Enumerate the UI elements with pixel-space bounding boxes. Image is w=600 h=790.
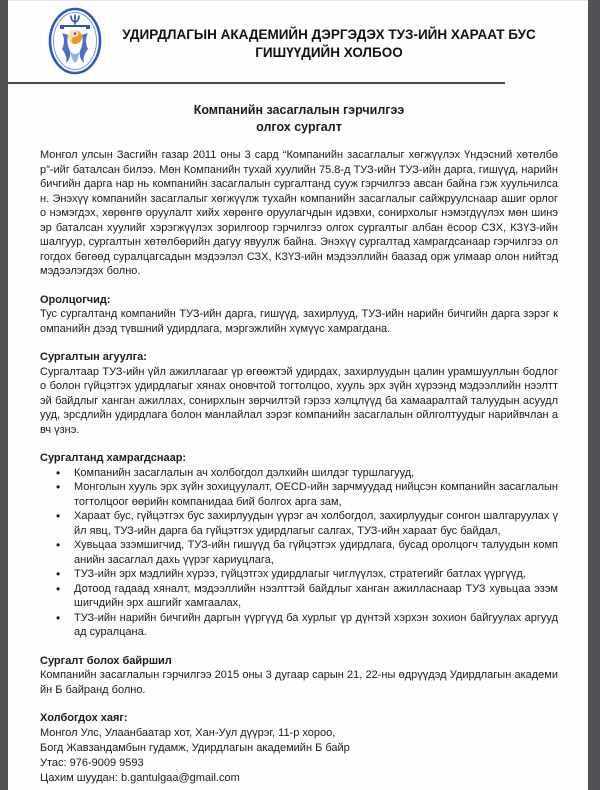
- document-page: [8, 0, 588, 790]
- benefit-item: • Компанийн засаглалын ач холбогдол дэлхийн шилдэг туршлагууд,: [40, 466, 558, 481]
- intro-paragraph: Монгол улсын Засгийн газар 2011 оны 3 сард “Компанийн засаглалыг хөгжүүлэх Үндэсний хөтөлбөр”-ийг баталсан билээ. Мөн Компанийн тухай хуулийн 75.8-д ТУЗ-ийн ТУЗ-ийн дарга, гишүүд, нарийн бичгийн дарга нар нь компанийн засаглалын сургалтанд сууж гэрчилгээ авсан байна гэж хуульчилсан. Энэхүү компанийн засаглалыг хөгжүүлж тухайн компанийн засаглалыг сайжруулснаар ашиг орлого нэмэгдэх, хөрөнгө оруулалт хийх хөрөнгө оруулагчдын идэвхи, сонирхолыг нэмэгдүүлэх мөн шинээр баталсан хуулийг хэрэгжүүлэх зорилгоор гэрчилгээ олгох сургалтыг албан ёсоор СЗХ, КЗҮЗ-ийн шалгуур, сургалтын хөтөлбөрийн дагуу явуулж байна. Энэхүү сургалтад хамрагдсанаар гэрчилгээ олгогдох бөгөөд суралцагсадын мэдээлэл СЗХ, КЗҮЗ-ийн мэдээллийн баазад орж улмаар олон нийтэд мэдээлэгдэх болно.: [40, 149, 558, 277]
- contact-address-line1: Монгол Улс, Улаанбаатар хот, Хан-Уул дүүрэг, 11-р хороо,: [40, 726, 336, 739]
- contact-address-line2: Богд Жавзандамбын гудамж, Удирдлагын академийн Б байр: [40, 741, 350, 754]
- letterhead: [8, 1, 588, 80]
- benefit-item: • ТУЗ-ийн нарийн бичгийн даргын үүргүүд ба хурлыг үр дүнтэй хэрхэн зохион байгуулах аргуудад суралцана.: [40, 611, 558, 640]
- benefits-list: [40, 466, 558, 640]
- benefit-item: • Дотоод гадаад хяналт, мэдээллийн нээлттэй байдлыг ханган ажилласнаар ТУЗ хувьцаа эзэмшигчдийн эрх ашгийг хамгаалах,: [40, 582, 558, 611]
- participants-paragraph: Тус сургалтанд компанийн ТУЗ-ийн дарга, гишүүд, захирлууд, ТУЗ-ийн нарийн бичгийн дарга зэрэг компанийн дээд түвшний удирдлага, мэргэжлийн хүмүүс хамрагдана.: [40, 308, 558, 335]
- benefit-item: • ТУЗ-ийн эрх мэдлийн хүрээ, гүйцэтгэх удирдлагыг чиглүүлэх, стратегийг батлах үүргүүд,: [40, 567, 558, 582]
- venue-paragraph: Компанийн засаглалын гэрчилгээ 2015 оны 3 дугаар сарын 21, 22-ны өдрүүдэд Удирдлагын академийн Б байранд болно.: [40, 669, 558, 696]
- document-title-line2: олгох сургалт: [256, 120, 342, 134]
- organization-logo: [48, 7, 106, 80]
- document-title-line1: Компанийн засаглалын гэрчилгээ: [193, 103, 405, 117]
- curriculum-heading: Сургалтын агуулга:: [40, 351, 147, 363]
- benefit-item: • Хараат бус, гүйцэтгэх бус захирлуудын үүрэг ач холбогдол, захирлуудыг сонгон шалгаруулах үйл явц, ТУЗ-ийн дарга ба гүйцэтгэх удирдлагыг салгах, ТУЗ-ийн хараат бус байдал,: [40, 509, 558, 538]
- participants-heading: Оролцогчид:: [40, 293, 111, 306]
- benefits-heading: Сургалтанд хамрагдснаар:: [40, 452, 187, 464]
- header-divider: [8, 82, 505, 84]
- document-title: [40, 102, 558, 136]
- benefit-item: • Хувьцаа эзэмшигчид, ТУЗ-ийн гишүүд ба гүйцэтгэх удирдлага, бусад оролцогч талуудын компанийн засаглал дахь үүрэг хариуцлага,: [40, 538, 558, 567]
- benefit-item: • Монголын хууль эрх зүйн зохицуулалт, OECD-ийн зарчмуудад нийцсэн компанийн засаглалын тогтолцоог өөрийн компанидаа бий болгох арга зам,: [40, 480, 558, 509]
- venue-heading: Сургалт болох байршил: [40, 654, 172, 667]
- organization-name: УДИРДЛАГЫН АКАДЕМИЙН ДЭРГЭДЭХ ТУЗ-ИЙН ХАРААТ БУС ГИШҮҮДИЙН ХОЛБОО: [122, 26, 536, 60]
- document-body: [8, 102, 588, 786]
- contact-email: Цахим шуудан: b.gantulgaa@gmail.com: [40, 771, 240, 784]
- contact-phone: Утас: 976-9009 9593: [40, 756, 144, 769]
- curriculum-paragraph: Сургалтаар ТУЗ-ийн үйл ажиллагааг үр өгөөжтэй удирдах, захирлуудын цалин урамшууллын бодлого болон гүйцэтгэх удирдлагыг хянах оновчтой тогтолцоо, хууль эрх зүйн хүрээнд мэдээллийн нээлттэй байдлыг ханган ажиллах, сонирхлын зөрчилтэй гэрээ хэлцлүүд ба хамааралтай талуудын асуудлууд, эрсдлийн удирдлага болон манлайлал зэрэг компанийн засаглалын ойлголтуудыг нарийвчлан авч үзнэ.: [40, 365, 558, 436]
- contact-heading: Холбогдох хаяг:: [40, 712, 128, 724]
- management-academy-emblem-icon: [48, 7, 102, 75]
